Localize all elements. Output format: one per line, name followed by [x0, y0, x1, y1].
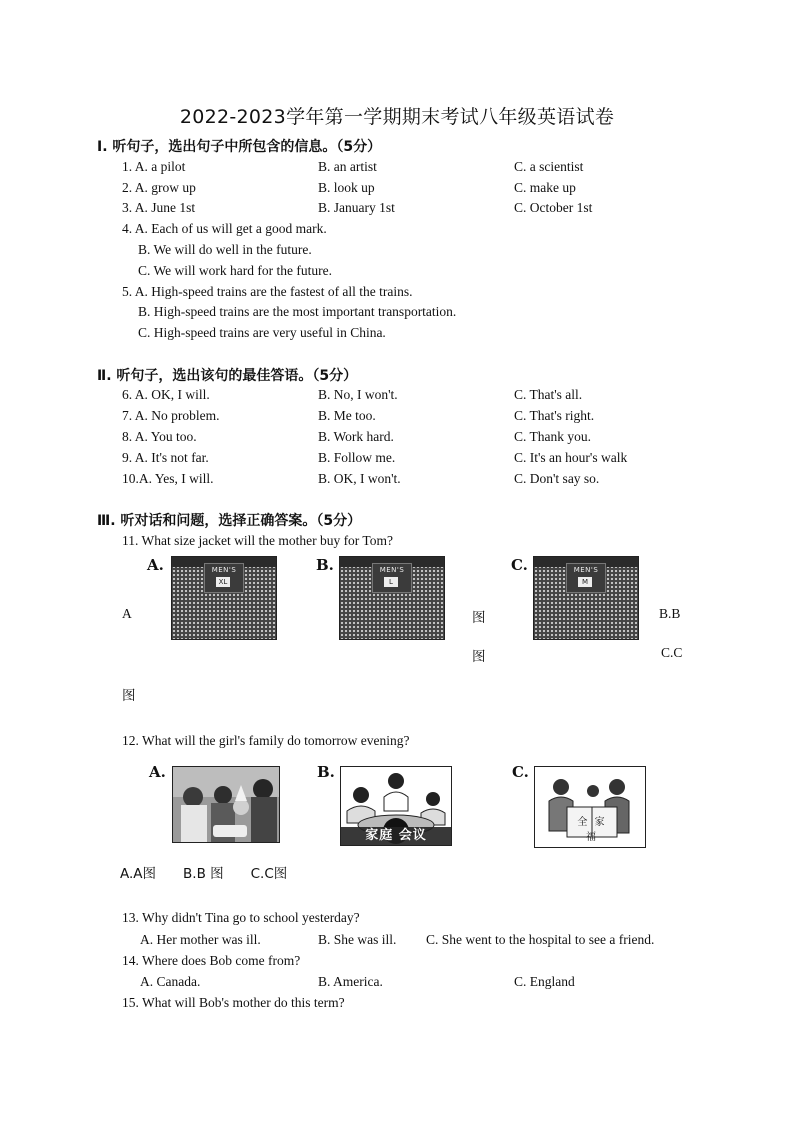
q3-option-b: B. January 1st [318, 200, 395, 215]
section-2-heading: Ⅱ. 听句子，选出该句的最佳答语。（5分） [97, 368, 358, 384]
q10-option-c: C. Don't say so. [514, 471, 600, 486]
q2-option-b: B. look up [318, 180, 375, 195]
q2-option-c: C. make up [514, 180, 576, 195]
q12-label-a: A. [149, 763, 166, 781]
q6-option-a: 6. A. OK, I will. [122, 387, 210, 402]
birthday-party-photo [172, 766, 280, 843]
family-photo-picture [534, 766, 646, 848]
q7-option-b: B. Me too. [318, 408, 376, 423]
q11-caption-tu-1: 图 [472, 610, 486, 626]
jacket-xl-image [171, 556, 277, 640]
q6-option-c: C. That's all. [514, 387, 583, 402]
family-photo-sign: 全 家 福 [577, 817, 607, 843]
q11-caption-cc: C.C [661, 645, 683, 660]
q2-option-a: 2. A. grow up [122, 180, 196, 195]
q13-question: 13. Why didn't Tina go to school yesterday? [122, 910, 360, 925]
q12-label-c: C. [512, 763, 529, 781]
jacket-tag-size: XL [216, 577, 230, 587]
q14-option-b: B. America. [318, 974, 383, 989]
q3-option-a: 3. A. June 1st [122, 200, 196, 215]
q11-label-c: C. [511, 556, 528, 574]
q7-option-a: 7. A. No problem. [122, 408, 220, 423]
jacket-tag [566, 563, 606, 593]
q13-option-b: B. She was ill. [318, 932, 397, 947]
q12-label-b: B. [317, 763, 335, 781]
q10-option-a: 10.A. Yes, I will. [122, 471, 214, 486]
q8-option-b: B. Work hard. [318, 429, 394, 444]
q4-option-a: 4. A. Each of us will get a good mark. [122, 221, 327, 236]
q7-option-c: C. That's right. [514, 408, 595, 423]
section-1-heading: Ⅰ. 听句子，选出句子中所包含的信息。（5分） [97, 139, 382, 155]
jacket-tag-brand: MEN'S [211, 566, 237, 574]
q4-option-b: B. We will do well in the future. [138, 242, 312, 257]
q11-caption-tu-3: 图 [122, 688, 136, 704]
q9-option-b: B. Follow me. [318, 450, 396, 465]
q12-question: 12. What will the girl's family do tomorrow evening? [122, 733, 410, 748]
q14-question: 14. Where does Bob come from? [122, 953, 301, 968]
birthday-party-illustration [173, 767, 279, 842]
q1-option-b: B. an artist [318, 159, 377, 174]
jacket-m-image [533, 556, 639, 640]
q11-caption-tu-2: 图 [472, 649, 486, 665]
jacket-tag [204, 563, 244, 593]
jacket-l-image [339, 556, 445, 640]
q4-option-c: C. We will work hard for the future. [138, 263, 332, 278]
q13-option-a: A. Her mother was ill. [140, 932, 261, 947]
family-meeting-sign: 家庭 会议 [365, 828, 427, 843]
jacket-tag-size: M [578, 577, 592, 587]
jacket-tag-brand: MEN'S [573, 566, 599, 574]
q11-question: 11. What size jacket will the mother buy for Tom? [122, 533, 393, 548]
q13-option-c: C. She went to the hospital to see a friend. [426, 932, 655, 947]
q11-label-a: A. [147, 556, 164, 574]
q5-option-b: B. High-speed trains are the most important transportation. [138, 304, 457, 319]
jacket-tag-brand: MEN'S [379, 566, 405, 574]
q11-label-b: B. [316, 556, 334, 574]
jacket-tag-size: L [384, 577, 398, 587]
q3-option-c: C. October 1st [514, 200, 593, 215]
q8-option-a: 8. A. You too. [122, 429, 197, 444]
page-title: 2022-2023学年第一学期期末考试八年级英语试卷 [179, 106, 615, 128]
jacket-tag [372, 563, 412, 593]
q9-option-c: C. It's an hour's walk [514, 450, 628, 465]
q14-option-c: C. England [514, 974, 575, 989]
q8-option-c: C. Thank you. [514, 429, 591, 444]
q10-option-b: B. OK, I won't. [318, 471, 401, 486]
q1-option-c: C. a scientist [514, 159, 584, 174]
q11-caption-a: A [122, 606, 132, 621]
q6-option-b: B. No, I won't. [318, 387, 398, 402]
q14-option-a: A. Canada. [140, 974, 201, 989]
q15-question: 15. What will Bob's mother do this term? [122, 995, 345, 1010]
q9-option-a: 9. A. It's not far. [122, 450, 209, 465]
q5-option-a: 5. A. High-speed trains are the fastest of all the trains. [122, 284, 413, 299]
q12-answer-options: A.A图 B.B 图 C.C图 [120, 866, 288, 882]
q5-option-c: C. High-speed trains are very useful in China. [138, 325, 386, 340]
family-meeting-picture [340, 766, 452, 846]
q1-option-a: 1. A. a pilot [122, 159, 186, 174]
section-3-heading: Ⅲ. 听对话和问题，选择正确答案。（5分） [97, 513, 362, 529]
q11-caption-bb: B.B [659, 606, 681, 621]
